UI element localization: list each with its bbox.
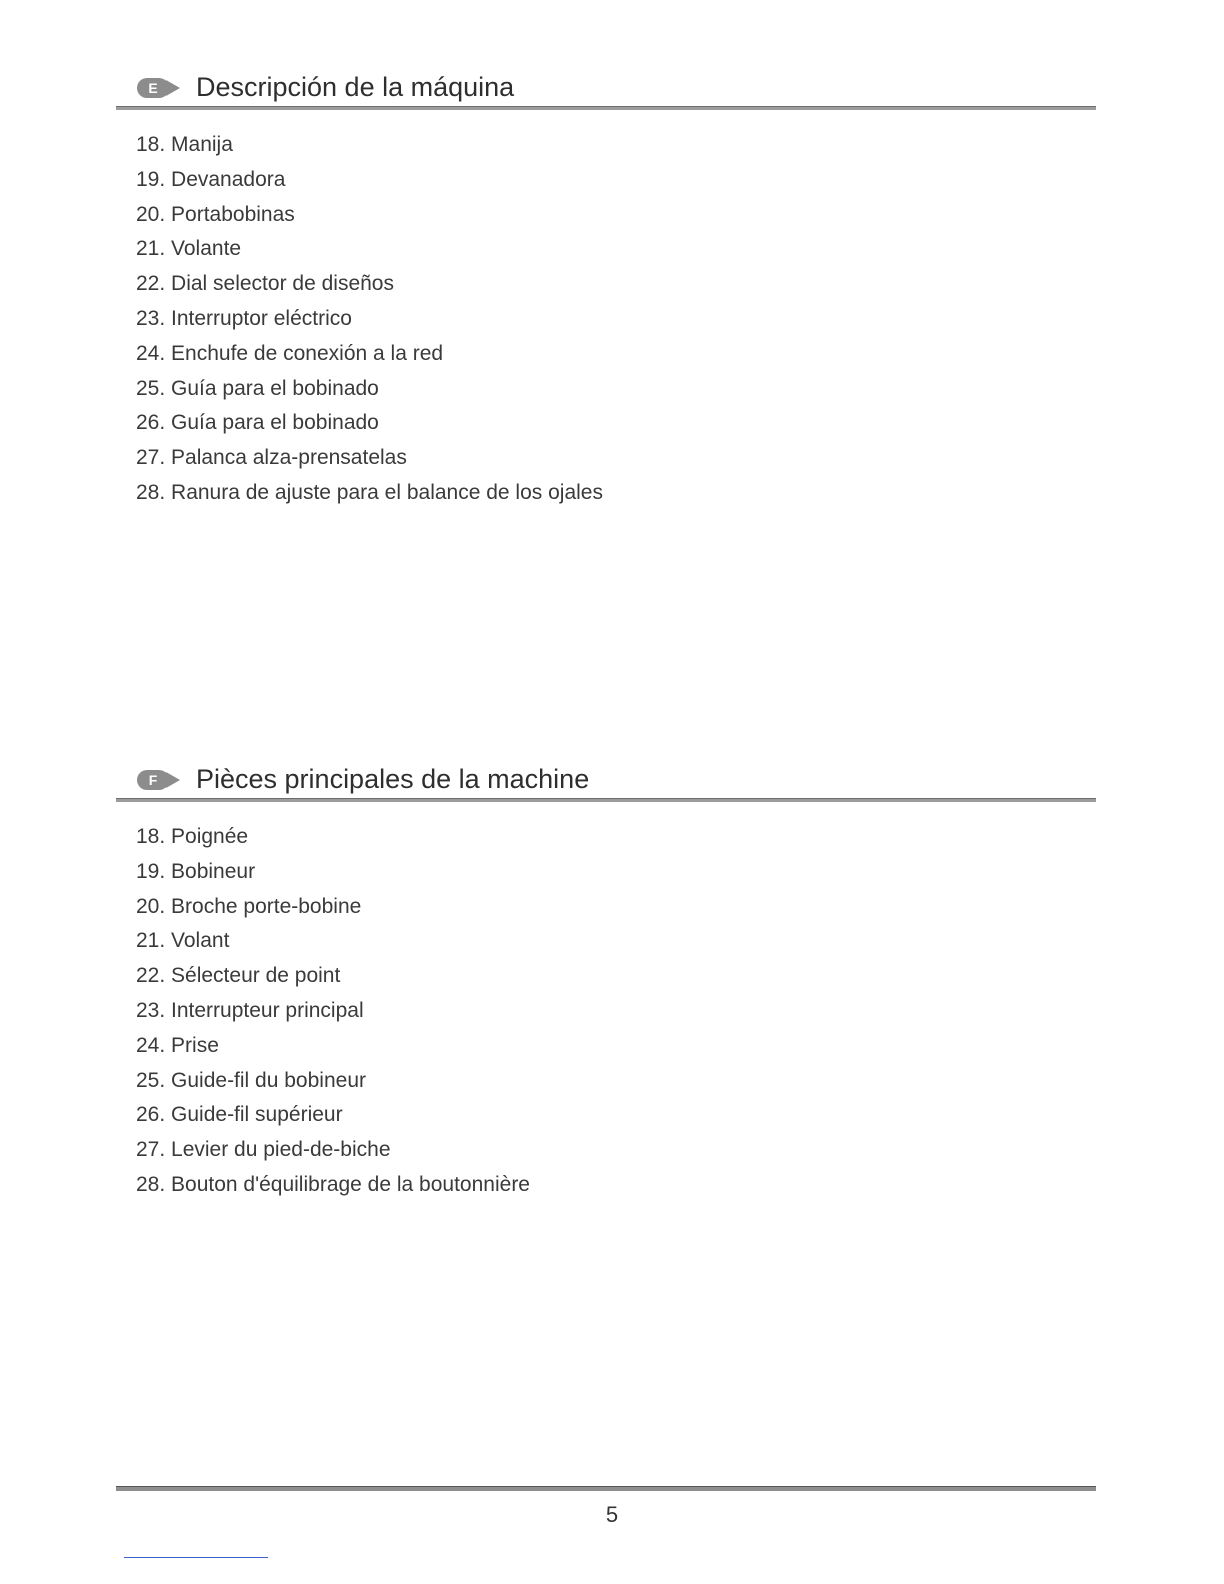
list-item: 21. Volante <box>136 237 242 261</box>
list-item: 21. Volant <box>136 929 230 953</box>
list-item: 27. Levier du pied-de-biche <box>136 1138 391 1162</box>
badge-letter: F <box>148 772 158 788</box>
list-item: 18. Manija <box>136 133 233 156</box>
list-item: 22. Sélecteur de point <box>136 964 341 988</box>
list-item: 26. Guía para el bobinado <box>136 411 379 435</box>
list-item: 26. Guide-fil supérieur <box>136 1103 343 1127</box>
scan-artifact-line <box>124 1557 268 1558</box>
section-divider <box>116 798 1096 802</box>
language-badge-arrow-icon <box>136 76 182 100</box>
parts-list <box>136 128 603 511</box>
list-item: 18. Poignée <box>136 825 249 848</box>
list-item: 20. Broche porte-bobine <box>136 894 362 918</box>
footer-divider <box>116 1486 1096 1491</box>
section-header <box>116 762 1096 800</box>
section-title: Pièces principales de la machine <box>196 764 590 794</box>
section-header <box>116 70 1096 108</box>
page-number: 5 <box>605 1502 619 1527</box>
section-divider <box>116 106 1096 110</box>
list-item: 25. Guía para el bobinado <box>136 376 379 400</box>
list-item: 19. Bobineur <box>136 859 256 883</box>
list-item: 19. Devanadora <box>136 167 286 191</box>
list-item: 28. Bouton d'équilibrage de la boutonnière <box>136 1172 530 1196</box>
list-item: 25. Guide-fil du bobineur <box>136 1068 366 1092</box>
language-badge-arrow-icon <box>136 768 182 792</box>
list-item: 23. Interruptor eléctrico <box>136 306 352 330</box>
badge-letter: E <box>148 80 158 96</box>
list-item: 23. Interrupteur principal <box>136 998 364 1022</box>
list-item: 22. Dial selector de diseños <box>136 272 394 296</box>
parts-list <box>136 820 530 1203</box>
section-title: Descripción de la máquina <box>196 72 515 102</box>
list-item: 28. Ranura de ajuste para el balance de los ojales <box>136 480 603 504</box>
list-item: 24. Prise <box>136 1033 219 1057</box>
list-item: 20. Portabobinas <box>136 202 295 226</box>
list-item: 27. Palanca alza-prensatelas <box>136 446 407 470</box>
list-item: 24. Enchufe de conexión a la red <box>136 341 444 365</box>
